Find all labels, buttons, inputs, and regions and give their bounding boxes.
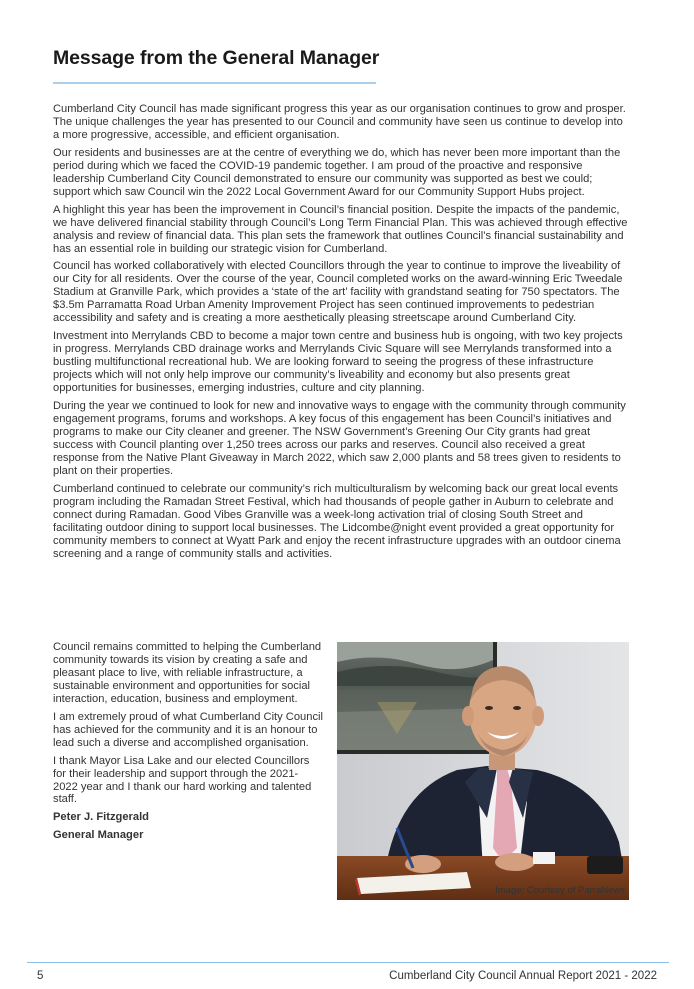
paragraph: Council remains committed to helping the Cumberland community towards its vision by creating a safe and pleasant place to live, with reliable infrastructure, a sustainable environment and opportunities for social interaction, education, business and employment. bbox=[53, 641, 322, 705]
report-title: Cumberland City Council Annual Report 2021 - 2022 bbox=[389, 970, 657, 982]
paragraph: Cumberland City Council has made significant progress this year as our organisation continues to grow and prosper. The unique challenges the year has presented to our Council and community have seen us continue to develop into a more progressive, accessible, and efficient organisation. bbox=[53, 103, 626, 141]
paragraph: Cumberland continued to celebrate our community’s rich multiculturalism by welcoming back our great local events program including the Ramadan Street Festival, which had thousands of people gather in Auburn to celebrate and connect during Ramadan. Good Vibes Granville was a week-long activation trial of closing South Street and facilitating outdoor dining to support local businesses. The Lidcombe@night event provided a great opportunity for community members to connect at Wyatt Park and enjoy the recent infrastructure upgrades with an outdoor cinema screening and a range of community stalls and activities. bbox=[53, 482, 621, 560]
paragraph: During the year we continued to look for new and innovative ways to engage with the community through community engagement programs, forums and workshops. A key focus of this engagement has been Council’s initiatives and programs to make our City cleaner and greener. The NSW Government’s Greening Our City grants had great success with Council planting over 1,250 trees across our parks and reserves. Council also received a great response from the Native Plant Giveaway in March 2022, which saw 2,000 plants and 58 trees given to residents to plant on their properties. bbox=[53, 400, 626, 477]
paragraph: Investment into Merrylands CBD to become a major town centre and business hub is ongoing, with two key projects in progress. Merrylands CBD drainage works and Merrylands Civic Square will see Merrylands transformed into a bustling multifunctional recreational hub. We are looking forward to seeing the progress of these infrastructure projects which will not only help improve our community’s liveability and economy but also presents great opportunities for businesses, emerging industries, culture and city planning. bbox=[53, 330, 623, 395]
page-number: 5 bbox=[37, 970, 44, 982]
portrait-illustration bbox=[337, 642, 629, 900]
paragraph: Council has worked collaboratively with elected Councillors through the year to continue to improve the liveability of our City for all residents. Over the course of the year, Council completed works on the award-winning Eric Tweedale Stadium at Granville Park, which provides a ‘state of the art’ facility with grandstand seating for 750 spectators. The $3.5m Parramatta Road Urban Amenity Improvement Project has seen continued improvements to pedestrian accessibility and safety and is creating a more aesthetically pleasing streetscape around Cumberland City. bbox=[53, 260, 623, 325]
page-title: Message from the General Manager bbox=[53, 47, 380, 69]
general-manager-photo bbox=[337, 642, 629, 900]
signature-name: Peter J. Fitzgerald bbox=[53, 811, 149, 824]
title-underline bbox=[53, 82, 376, 84]
paragraph: Our residents and businesses are at the centre of everything we do, which has never been more important than the period during which we faced the COVID-19 pandemic together. I am proud of the proactive and responsive leadership Cumberland City Council demonstrated to ensure our community was supported as best we could; support which saw Council win the 2022 Local Government Award for our Community Support Hubs project. bbox=[53, 146, 621, 198]
photo-caption: Image: Courtesy of ParraNews bbox=[495, 885, 625, 896]
paragraph: I am extremely proud of what Cumberland City Council has achieved for the community and it is an honour to lead such a diverse and accomplished organisation. bbox=[53, 710, 323, 749]
paragraph: I thank Mayor Lisa Lake and our elected Councillors for their leadership and support through the 2021-2022 year and I thank our hard working and talented staff. bbox=[53, 754, 312, 806]
message-closing-column bbox=[53, 641, 323, 847]
message-body bbox=[53, 103, 631, 565]
signature-role: General Manager bbox=[53, 829, 144, 842]
footer-divider bbox=[27, 962, 669, 963]
paragraph: A highlight this year has been the improvement in Council’s financial position. Despite the impacts of the pandemic, we have delivered financial stability through Council’s Long Term Financial Plan. This was achieved through effective analysis and review of financial data. This plan sets the framework that outlines Council’s financial sustainability and has an essential role in building our strategic vision for Cumberland. bbox=[53, 203, 628, 255]
